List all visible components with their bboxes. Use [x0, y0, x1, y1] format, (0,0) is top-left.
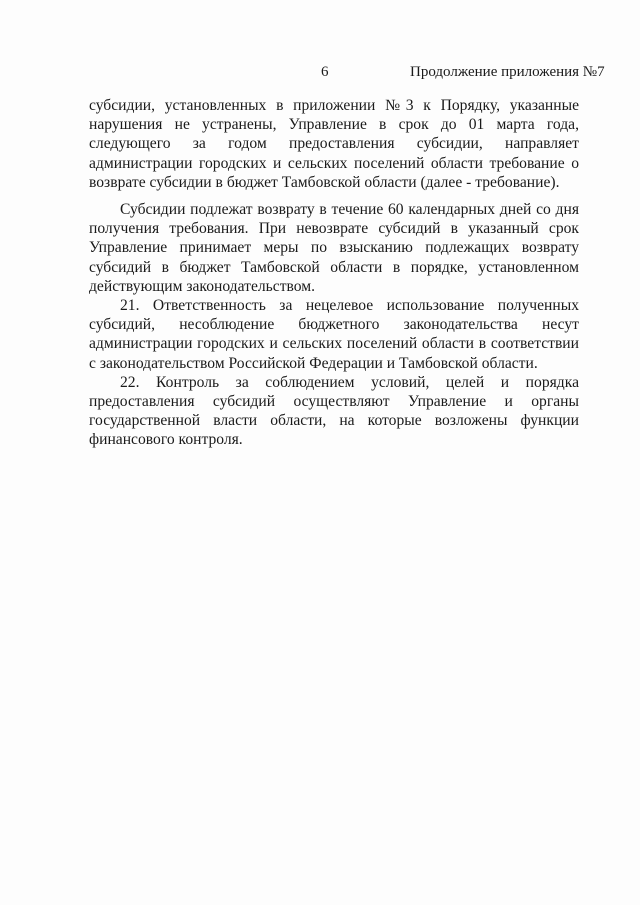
paragraph-continued: субсидии, установленных в приложении №3 к Порядку, указанные нарушения не устранены, Управление в срок до 01 марта года, следующего за годом предоставления субсидии, направляет администрации городских и сельских поселений области требование о возврате субсидии в бюджет Тамбовской области (далее - требование). [89, 97, 579, 191]
appendix-continuation-label: Продолжение приложения №7 [410, 64, 605, 80]
page-number: 6 [321, 64, 329, 80]
paragraph-refund-terms: Субсидии подлежат возврату в течение 60 календарных дней со дня получения требования. При невозврате субсидий в указанный срок Управление принимает меры по взысканию подлежащих возврату субсидий в бюджет Тамбовской области в порядке, установленном действующим законодательством. [89, 201, 579, 295]
document-body [89, 96, 579, 450]
paragraph-item-22: 22. Контроль за соблюдением условий, целей и порядка предоставления субсидий осуществляют Управление и органы государственной власти области, на которые возложены функции финансового контроля. [89, 373, 579, 449]
paragraph-item-21: 21. Ответственность за нецелевое использование полученных субсидий, несоблюдение бюджетного законодательства несут администрации городских и сельских поселений области в соответствии с законодательством Российской Федерации и Тамбовской области. [89, 297, 579, 372]
